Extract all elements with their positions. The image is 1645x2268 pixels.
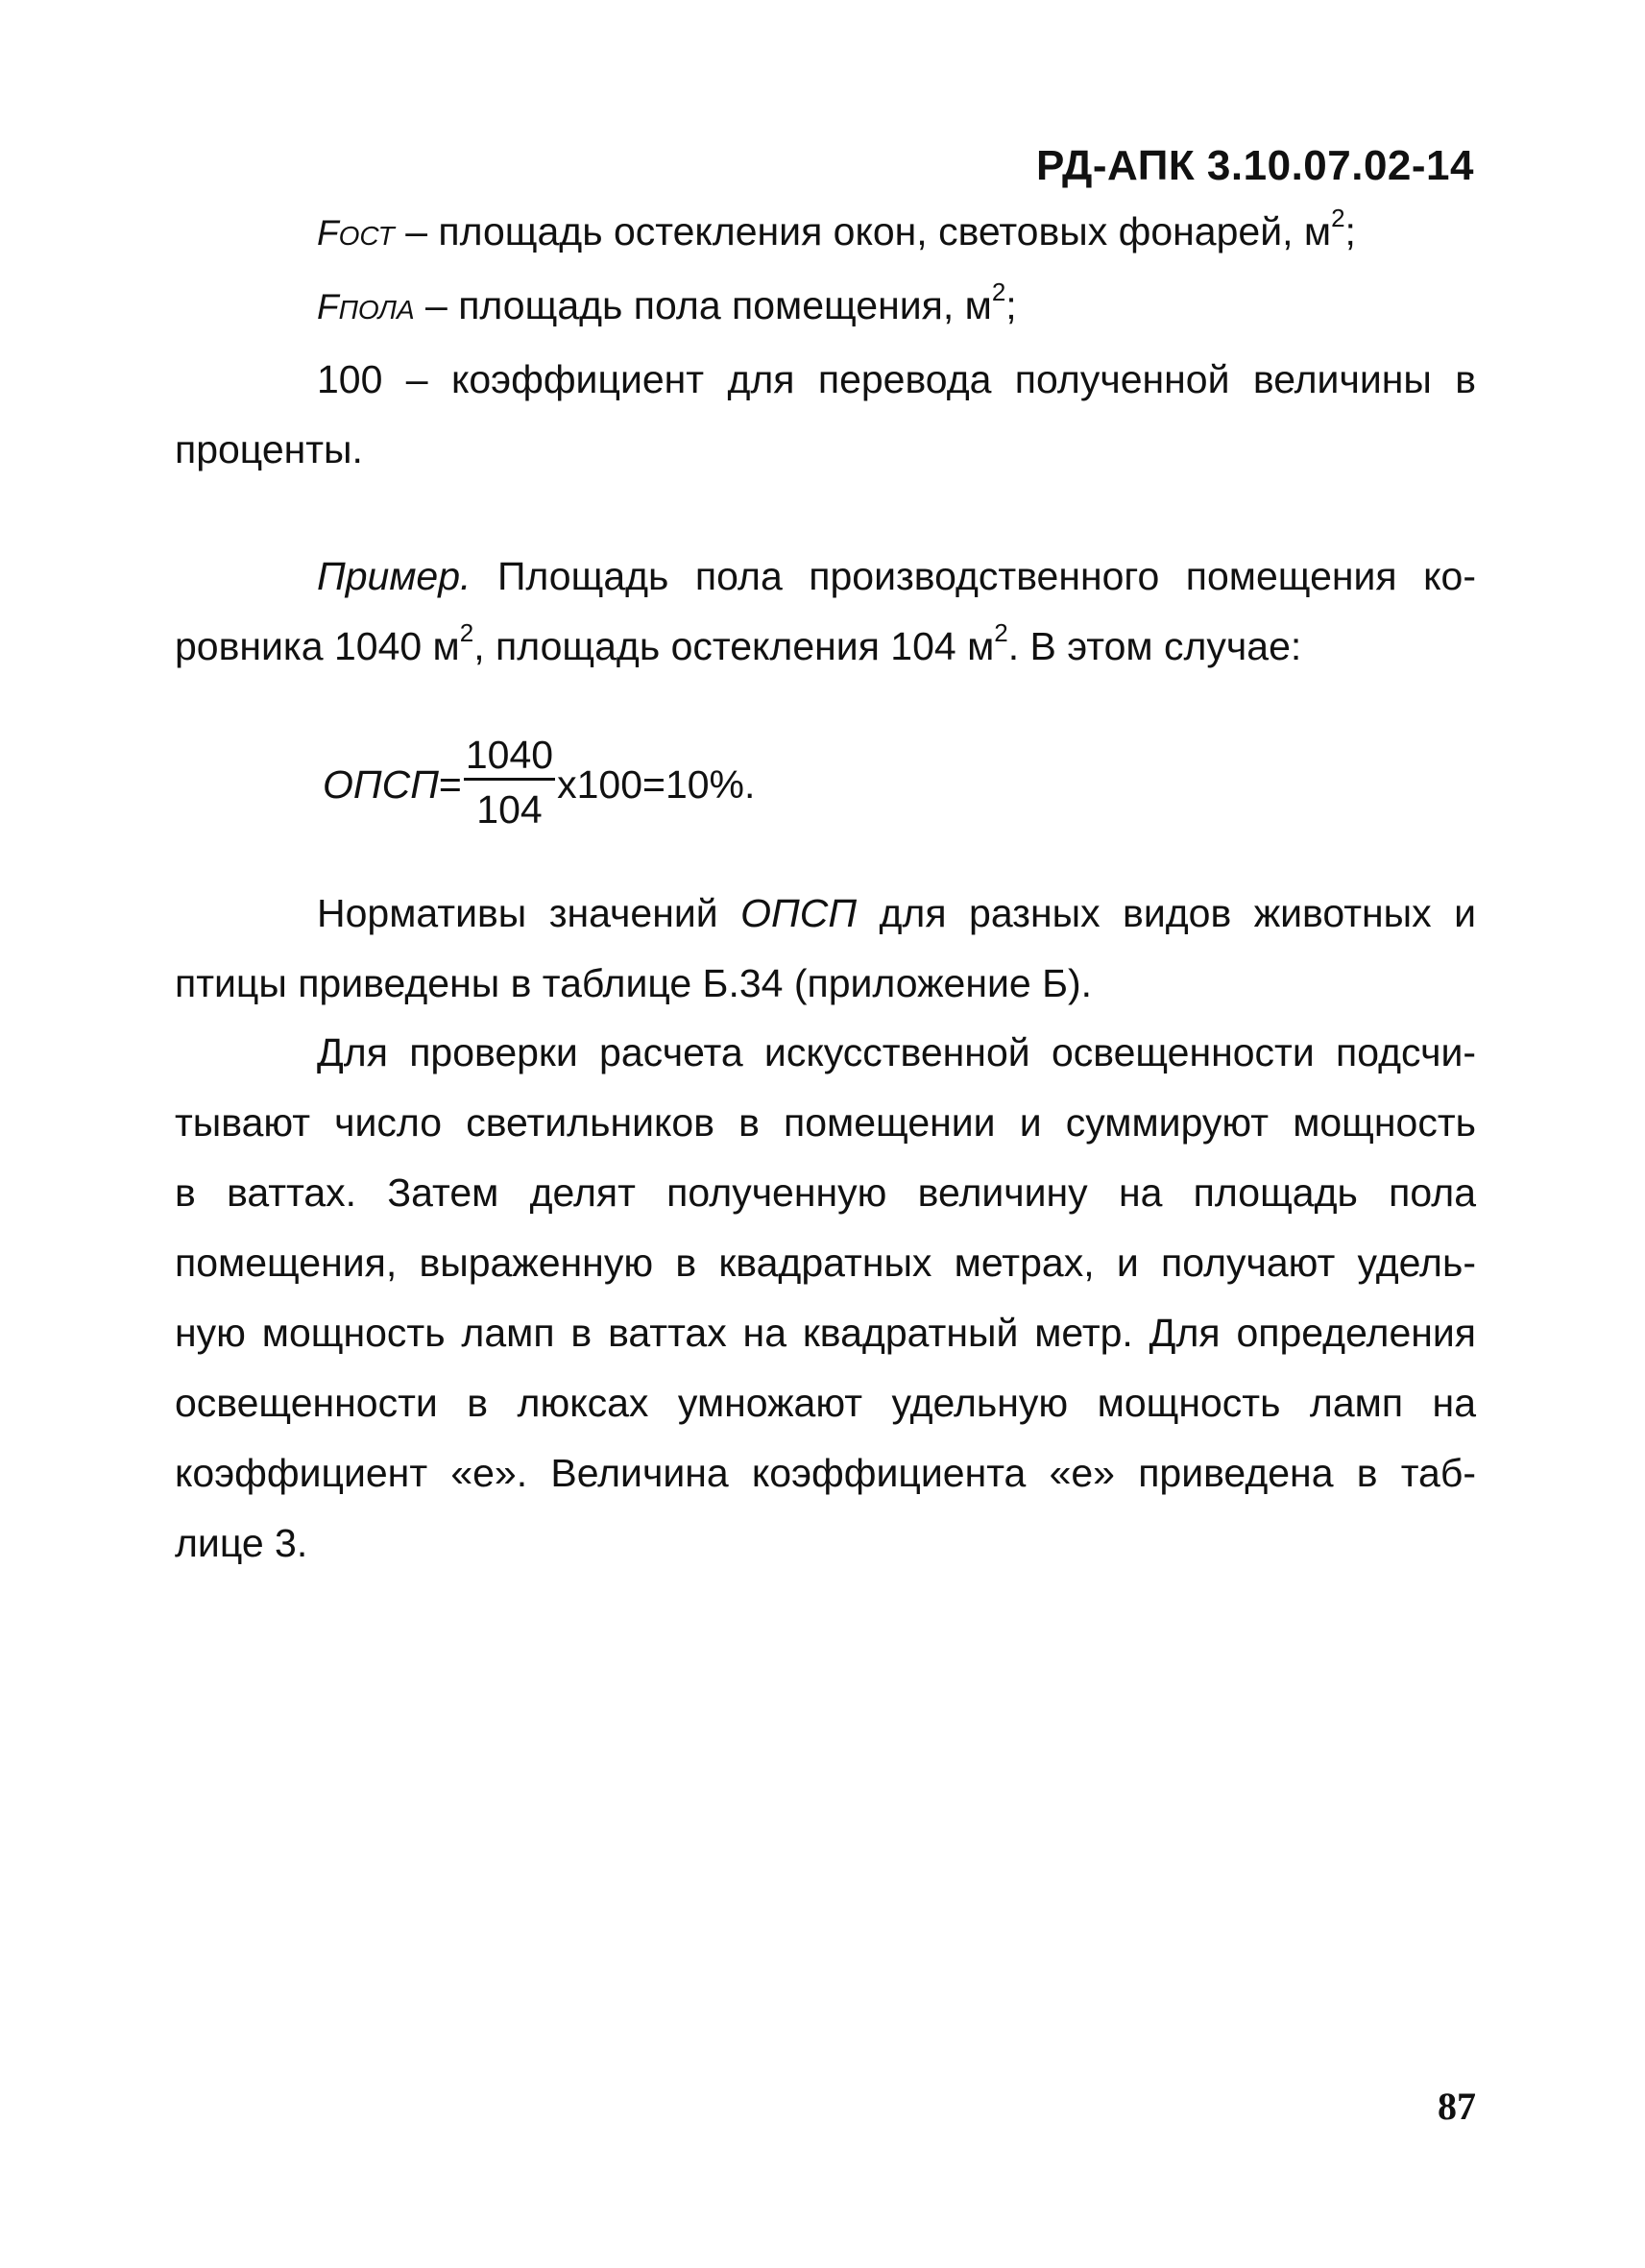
- norms-text: для разных видов животных и: [857, 891, 1477, 935]
- definition-text: – площадь пола помещения, м: [414, 283, 992, 327]
- formula-equals: =: [438, 761, 462, 807]
- symbol-subscript: ПОЛА: [338, 295, 415, 325]
- superscript: 2: [991, 277, 1006, 307]
- example-paragraph: [175, 542, 1476, 682]
- definition-text: – площадь остекления окон, световых фонарей, м: [394, 209, 1332, 253]
- formula-fraction: [464, 732, 555, 838]
- lighting-line: в ваттах. Затем делят полученную величину на площадь пола: [175, 1170, 1476, 1215]
- coefficient-line-2: проценты.: [175, 427, 363, 471]
- lighting-line: Для проверки расчета искусственной освещенности подсчи-: [317, 1030, 1476, 1074]
- norms-line-1: [175, 879, 1476, 949]
- coefficient-line-1: 100 – коэффициент для перевода полученной величины в: [317, 357, 1476, 401]
- definitions-block: [175, 197, 1476, 485]
- norms-text: Нормативы значений: [317, 891, 741, 935]
- definition-tail: ;: [1344, 209, 1356, 253]
- example-text: Площадь пола производственного помещения ко-: [471, 554, 1476, 598]
- example-line-1: [175, 542, 1476, 612]
- example-line-2: [175, 612, 1476, 682]
- lighting-line: лице 3.: [175, 1521, 308, 1565]
- symbol-subscript: ОСТ: [338, 221, 395, 251]
- definition-f-pola: [175, 271, 1476, 345]
- example-text: ровника 1040 м: [175, 624, 460, 668]
- definition-f-ost: [175, 197, 1476, 271]
- document-code-header: РД-АПК 3.10.07.02-14: [1035, 142, 1474, 189]
- example-text: , площадь остекления 104 м: [473, 624, 995, 668]
- superscript: 2: [459, 618, 474, 648]
- norms-paragraph: [175, 879, 1476, 1019]
- lighting-line: коэффициент «е». Величина коэффициента «е» приведена в таб-: [175, 1451, 1476, 1495]
- superscript: 2: [1331, 204, 1345, 233]
- formula-lhs: ОПСП: [323, 761, 439, 807]
- lighting-line: освещенности в люксах умножают удельную мощность ламп на: [175, 1381, 1476, 1425]
- symbol-main: F: [317, 287, 339, 326]
- norms-line-2: птицы приведены в таблице Б.34 (приложение Б).: [175, 961, 1093, 1005]
- lighting-paragraph: [175, 1018, 1476, 1579]
- superscript: 2: [994, 618, 1008, 648]
- example-label: Пример.: [317, 554, 472, 598]
- example-text: . В этом случае:: [1007, 624, 1302, 668]
- lighting-line: тывают число светильников в помещении и суммируют мощность: [175, 1100, 1476, 1145]
- symbol-main: F: [317, 213, 339, 253]
- formula: [323, 722, 755, 847]
- page-number: 87: [1438, 2085, 1476, 2128]
- lighting-line: помещения, выраженную в квадратных метрах, и получают удель-: [175, 1241, 1476, 1285]
- formula-numerator: 1040: [465, 732, 554, 777]
- lighting-line: ную мощность ламп в ваттах на квадратный метр. Для определения: [175, 1311, 1476, 1355]
- formula-denominator: 104: [476, 786, 543, 832]
- formula-rhs: x100=10%.: [557, 761, 756, 807]
- definition-tail: ;: [1005, 283, 1017, 327]
- norms-term: ОПСП: [740, 891, 858, 935]
